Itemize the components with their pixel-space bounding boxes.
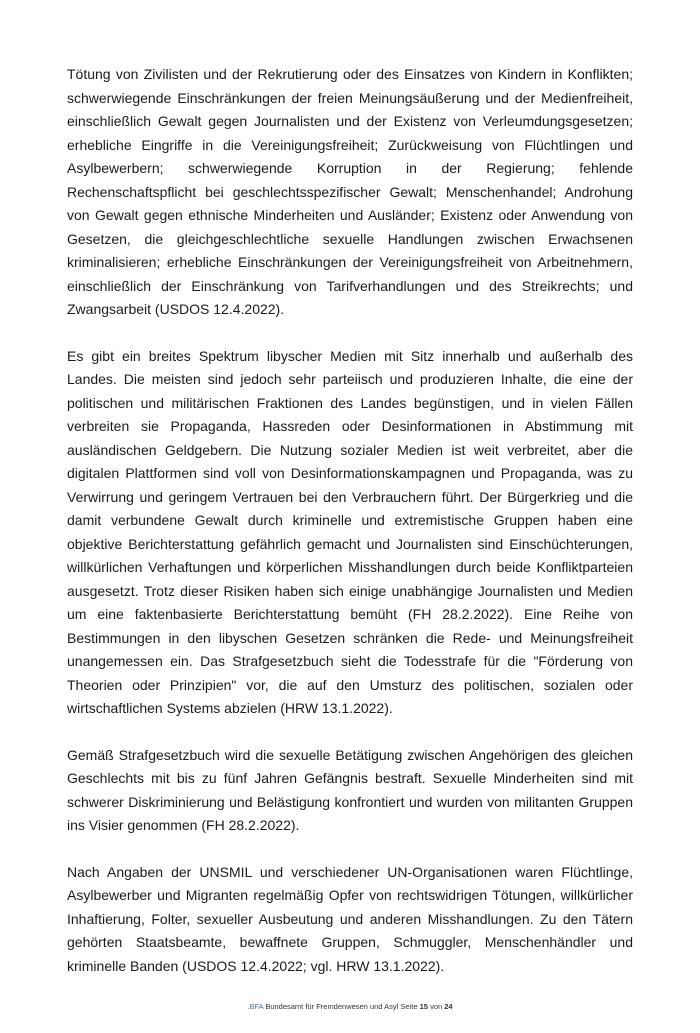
paragraph: Tötung von Zivilisten und der Rekrutierung oder des Einsatzes von Kindern in Konflikten; schwerwiegende Einschränkungen der freien Meinungsäußerung und der Medienfreiheit, einschließlich Gewalt gegen Journalisten und der Existenz von Verleumdungsgesetzen; erhebliche Eingriffe in die Vereinigungsfreiheit; Zurückweisung von Flüchtlingen und Asylbewerbern; schwerwiegende Korruption in der Regierung; fehlende Rechenschaftspflicht bei geschlechtsspezifischer Gewalt; Menschenhandel; Androhung von Gewalt gegen ethnische Minderheiten und Ausländer; Existenz oder Anwendung von Gesetzen, die gleichgeschlechtliche sexuelle Handlungen zwischen Erwachsenen kriminalisieren; erhebliche Einschränkungen der Vereinigungsfreiheit von Arbeitnehmern, einschließlich der Einschränkung von Tarifverhandlungen und des Streikrechts; und Zwangsarbeit (USDOS 12.4.2022). bbox=[67, 66, 633, 317]
document-body bbox=[67, 63, 633, 978]
page-number: 15 bbox=[419, 1002, 428, 1011]
of-label: von bbox=[430, 1002, 443, 1011]
page-total: 24 bbox=[444, 1002, 453, 1011]
paragraph: Es gibt ein breites Spektrum libyscher Medien mit Sitz innerhalb und außerhalb des Landes. Die meisten sind jedoch sehr parteiisch und produzieren Inhalte, die eine der politischen und militärischen Fraktionen des Landes begünstigen, und in vielen Fällen verbreiten sie Propaganda, Hassreden oder Desinformationen in Abstimmung mit ausländischen Geldgebern. Die Nutzung sozialer Medien ist weit verbreitet, aber die digitalen Plattformen sind voll von Desinformationskampagnen und Propaganda, was zu Verwirrung und geringem Vertrauen bei den Verbrauchern führt. Der Bürgerkrieg und die damit verbundene Gewalt durch kriminelle und extremistische Gruppen haben eine objektive Berichterstattung gefährlich gemacht und Journalisten sind Einschüchterungen, willkürlichen Verhaftungen und körperlichen Misshandlungen durch beide Konfliktparteien ausgesetzt. Trotz dieser Risiken haben sich einige unabhängige Journalisten und Medien um eine faktenbasierte Berichterstattung bemüht (FH 28.2.2022). Eine Reihe von Bestimmungen in den libyschen Gesetzen schränken die Rede- und Meinungsfreiheit unangemessen ein. Das Strafgesetzbuch sieht die Todesstrafe für die "Förderung von Theorien oder Prinzipien" vor, die auf den Umsturz des politischen, sozialen oder wirtschaftlichen Systems abzielen (HRW 13.1.2022). bbox=[67, 347, 633, 716]
page-label: Seite bbox=[400, 1002, 418, 1011]
paragraph: Gemäß Strafgesetzbuch wird die sexuelle Betätigung zwischen Angehörigen des gleichen Geschlechts mit bis zu fünf Jahren Gefängnis bestraft. Sexuelle Minderheiten sind mit schwerer Diskriminierung und Belästigung konfrontiert und wurden von militanten Gruppen ins Visier genommen (FH 28.2.2022). bbox=[67, 746, 633, 833]
page-footer bbox=[67, 1001, 633, 1013]
bfa-logo: .BFA bbox=[247, 1002, 264, 1011]
paragraph: Nach Angaben der UNSMIL und verschiedener UN-Organisationen waren Flüchtlinge, Asylbewerber und Migranten regelmäßig Opfer von rechtswidrigen Tötungen, willkürlicher Inhaftierung, Folter, sexueller Ausbeutung und anderen Misshandlungen. Zu den Tätern gehörten Staatsbeamte, bewaffnete Gruppen, Schmuggler, Menschenhändler und kriminelle Banden (USDOS 12.4.2022; vgl. HRW 13.1.2022). bbox=[67, 863, 633, 974]
footer-org: Bundesamt für Fremdenwesen und Asyl bbox=[265, 1002, 399, 1011]
